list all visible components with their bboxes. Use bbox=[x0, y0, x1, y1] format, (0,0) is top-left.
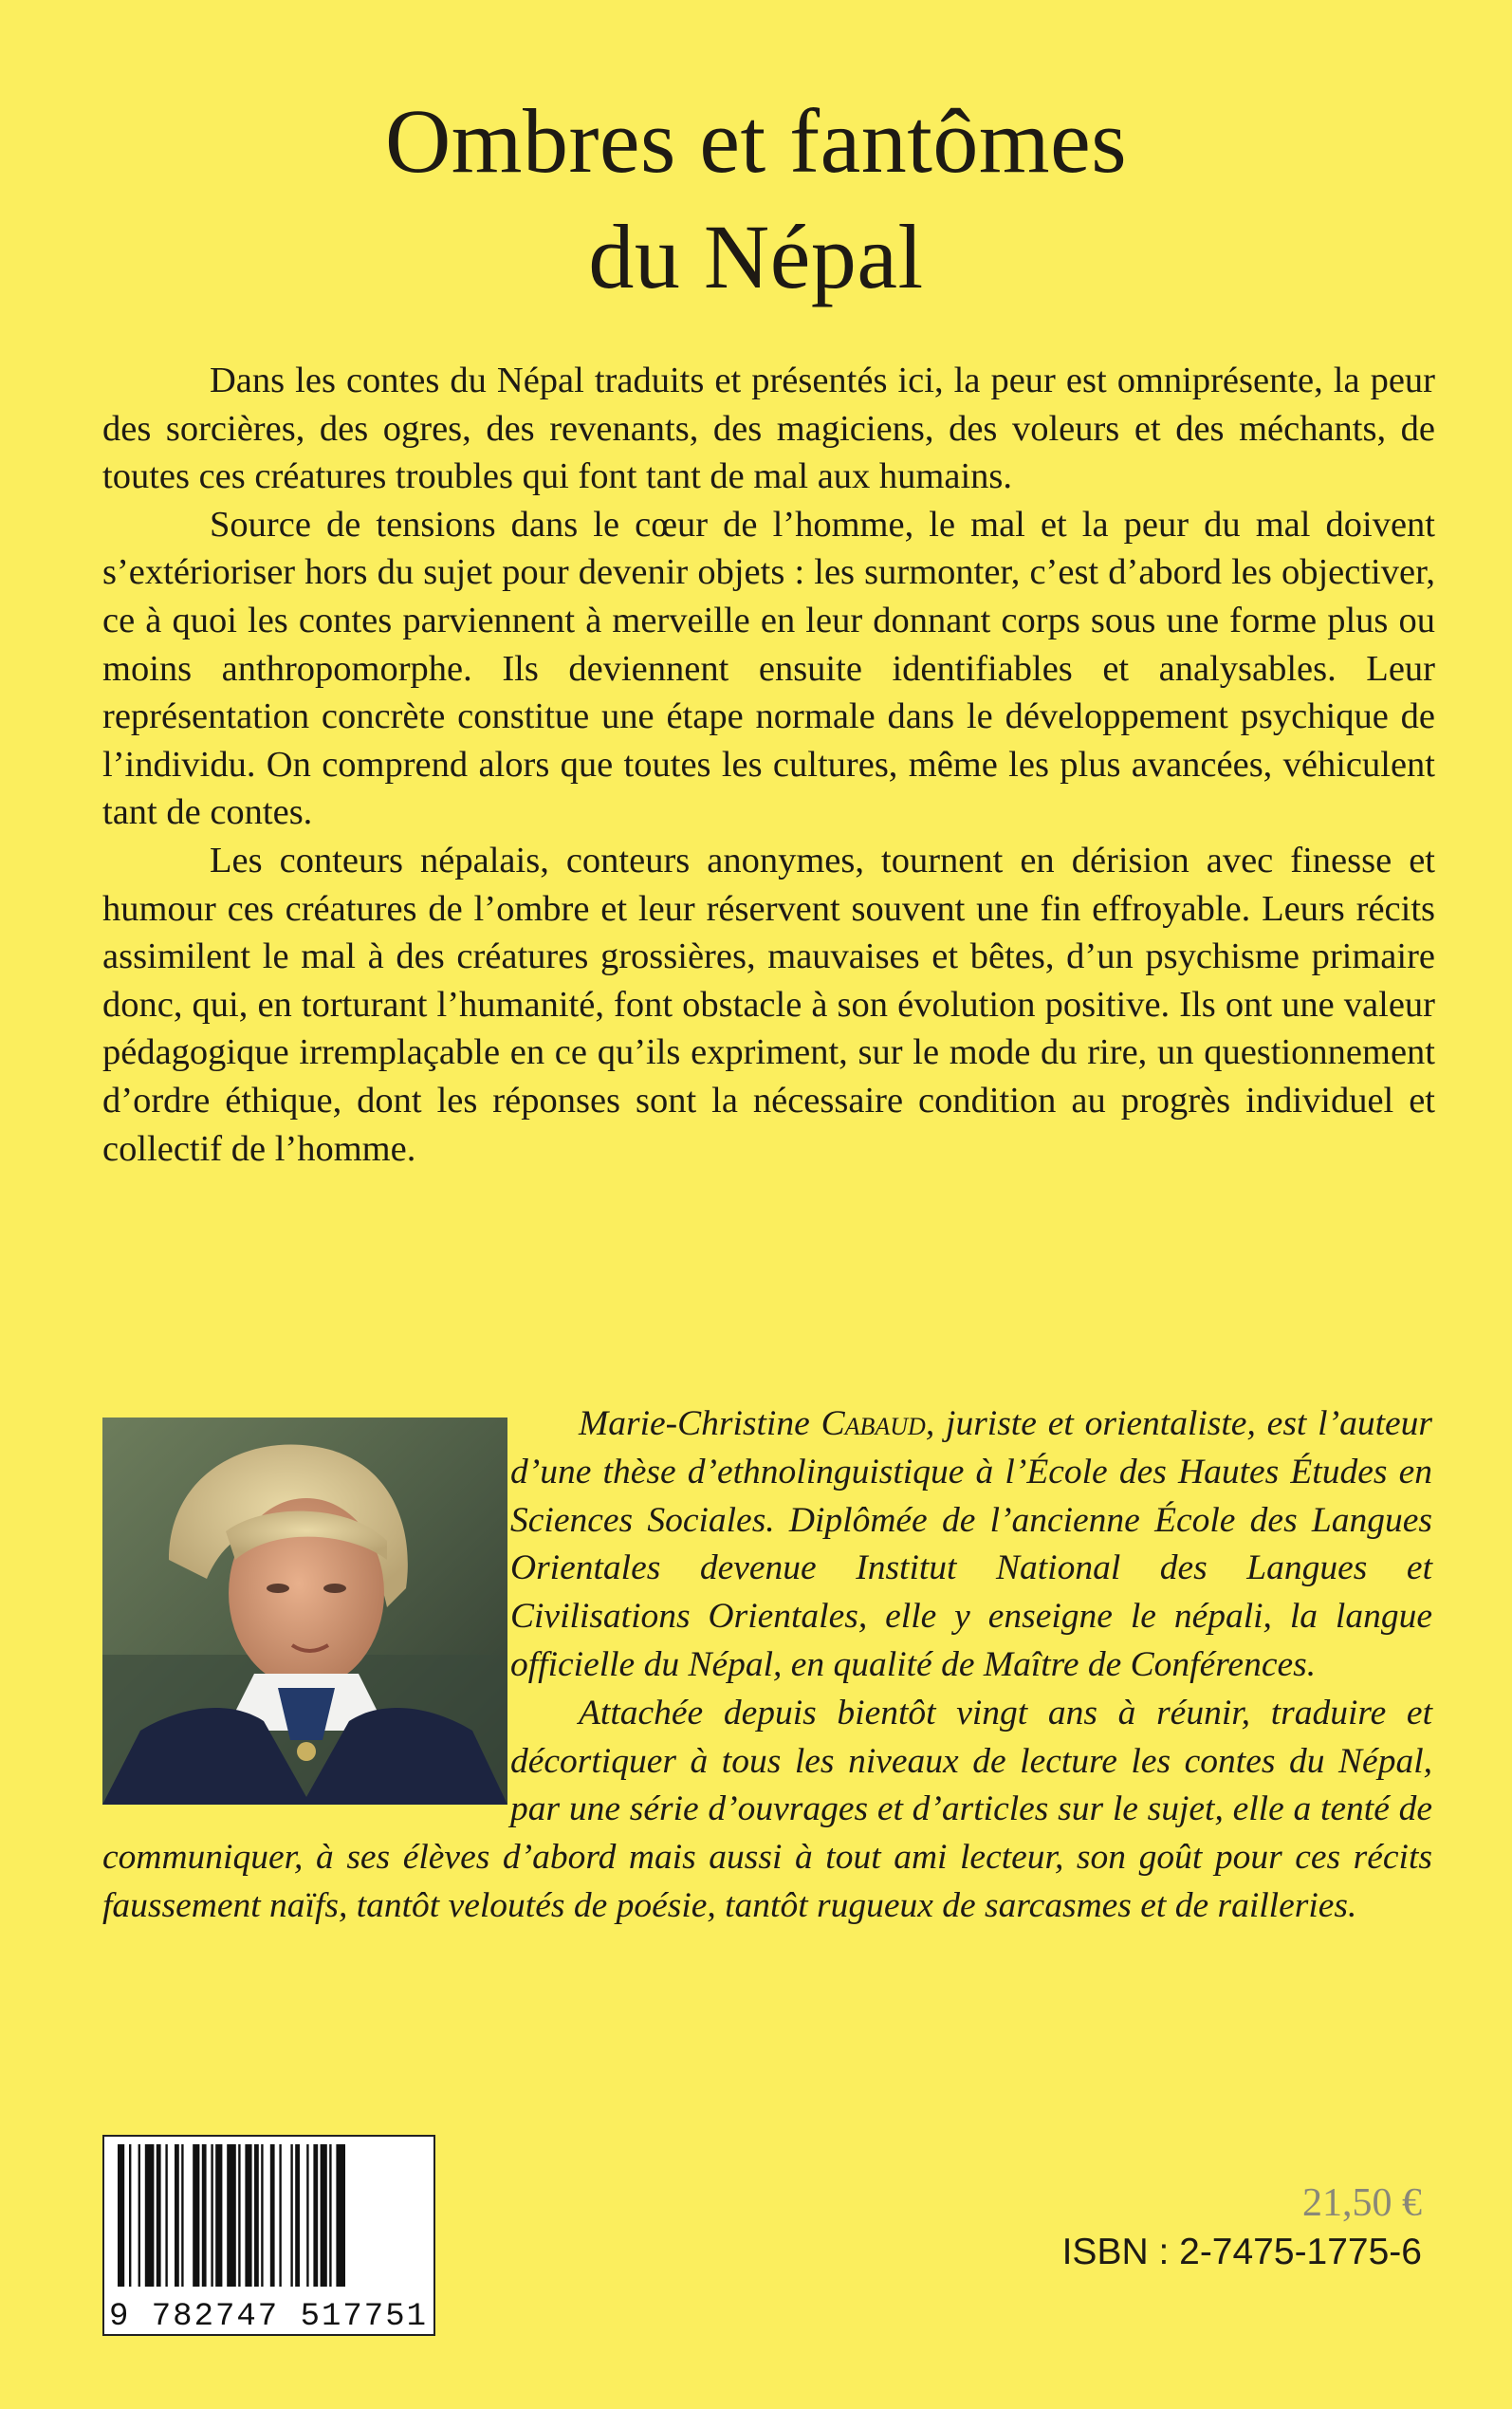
book-title bbox=[0, 83, 1512, 315]
photo-float-spacer bbox=[102, 1400, 510, 1823]
author-bio bbox=[102, 1400, 1432, 1931]
barcode bbox=[102, 2135, 435, 2336]
book-blurb bbox=[102, 357, 1435, 1173]
barcode-number: 9 782747 517751 bbox=[108, 2299, 429, 2334]
blurb-paragraph: Dans les contes du Népal traduits et présentés ici, la peur est omniprésente, la peur des sorcières, des ogres, des revenants, des magiciens, des voleurs et des méchants, de toutes ces créatures troubles qui font tant de mal aux humains. bbox=[102, 361, 1435, 497]
price-label: 21,50 € bbox=[1302, 2181, 1422, 2225]
barcode-image bbox=[104, 2137, 433, 2334]
isbn-label: ISBN : 2-7475-1775-6 bbox=[1061, 2232, 1422, 2272]
author-first-name: Marie-Christine bbox=[579, 1404, 810, 1443]
book-title-line-2: du Népal bbox=[588, 206, 924, 307]
book-title-line-1: Ombres et fantômes bbox=[384, 90, 1128, 192]
blurb-paragraph: Source de tensions dans le cœur de l’homme, le mal et la peur du mal doivent s’extérioriser hors du sujet pour devenir objets : les surmonter, c’est d’abord les objectiver, ce à quoi les contes parviennent à merveille en leur donnant corps sous une forme plus ou moins anthropomorphe. Ils deviennent ensuite identifiables et analysables. Leur représentation concrète constitue une étape normale dans le développement psychique de l’individu. On comprend alors que toutes les cultures, même les plus avancées, véhiculent tant de contes. bbox=[102, 504, 1435, 833]
bio-paragraph-1-text: , juriste et orientaliste, est l’auteur d’une thèse d’ethnolinguistique à l’École des Hautes Études en Sciences Sociales. Diplômée de l’ancienne École des Langues Orientales devenue Institut National des Langues et Civilisations Orientales, elle y enseigne le népali, la langue officielle du Népal, en qualité de Maître de Conférences. bbox=[510, 1404, 1432, 1684]
bio-paragraph: Attachée depuis bientôt vingt ans à réunir, traduire et décortiquer à tous les niveaux de lecture les contes du Népal, par une série d’ouvrages et d’articles sur le sujet, elle a tenté de communiquer, à ses élèves d’abord mais aussi à tout ami lecteur, son goût pour ces récits faussement naïfs, tantôt veloutés de poésie, tantôt rugueux de sarcasmes et de railleries. bbox=[102, 1693, 1432, 1925]
blurb-paragraph: Les conteurs népalais, conteurs anonymes, tournent en dérision avec finesse et humour ces créatures de l’ombre et leur réservent souvent une fin effroyable. Leurs récits assimilent le mal à des créatures grossières, mauvaises et bêtes, d’un psychisme primaire donc, qui, en torturant l’humanité, font obstacle à son évolution positive. Ils ont une valeur pédagogique irremplaçable en ce qu’ils expriment, sur le mode du rire, un questionnement d’ordre éthique, dont les réponses sont la nécessaire condition au progrès individuel et collectif de l’homme. bbox=[102, 840, 1435, 1169]
author-last-name: Cabaud bbox=[821, 1404, 926, 1443]
